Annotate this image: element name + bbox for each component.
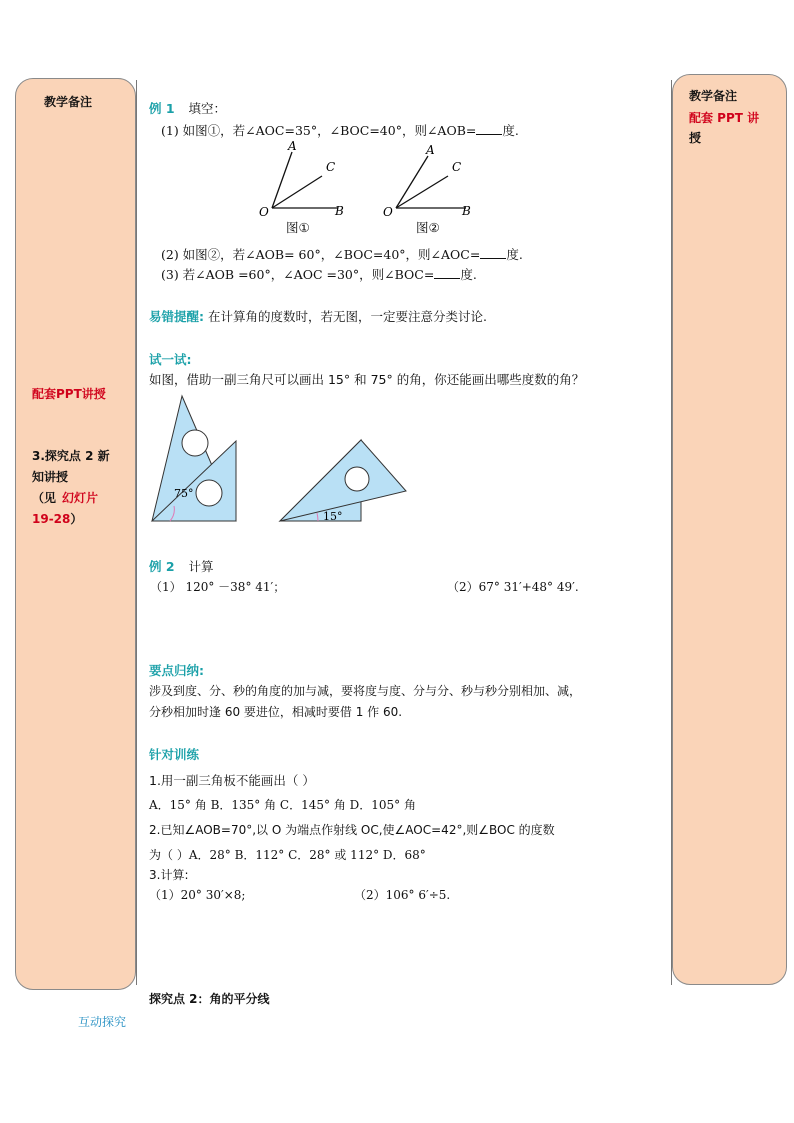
fig2-label-b: B [462, 204, 471, 218]
try-label: 试一试: [149, 352, 192, 367]
tip-text: 在计算角的度数时，若无图，一定要注意分类讨论. [207, 309, 487, 324]
practice-label: 针对训练 [149, 747, 200, 762]
angle-label-15: 15° [323, 510, 343, 523]
practice-q3-a: （1）20° 30′×8; [149, 888, 246, 902]
figure-1 [259, 139, 344, 219]
practice-q2-line2: 为（ ）A．28° B．112° C．28° 或 112° D．68° [149, 848, 426, 862]
set-square-pair-75 [152, 396, 236, 521]
right-panel-title: 教学备注 [689, 89, 738, 103]
example1-q1-text: (1) 如图①，若∠AOC=35°，∠BOC=40°，则∠AOB= [161, 123, 477, 138]
example1-q3 [161, 265, 477, 283]
example1-q2 [161, 245, 523, 263]
practice-q1: 1.用一副三角板不能画出（ ） [149, 773, 315, 788]
example2-heading [149, 557, 214, 575]
fig1-label-a: A [288, 139, 297, 153]
tip-label: 易错提醒: [149, 309, 204, 324]
summary-line2: 分秒相加时逢 60 要进位，相减时要借 1 作 60. [149, 705, 403, 719]
tip-line [149, 307, 487, 325]
practice-q1-options: A．15° 角 B．135° 角 C．145° 角 D．105° 角 [149, 798, 416, 812]
figure-2 [383, 143, 471, 219]
fig2-label-o: O [383, 205, 393, 219]
fig1-label-c: C [326, 160, 336, 174]
left-panel-section3-close: ） [70, 512, 83, 526]
fig1-label-b: B [335, 204, 344, 218]
example1-q2-text: (2) 如图②，若∠AOB= 60°，∠BOC=40°，则∠AOC= [161, 247, 481, 262]
fig2-ray-oc [396, 176, 448, 208]
angle-label-75: 75° [174, 487, 194, 500]
practice-q2-line1: 2.已知∠AOB=70°,以 O 为端点作射线 OC,使∠AOC=42°,则∠BOC 的度数 [149, 823, 555, 837]
set-square-hole [182, 430, 208, 456]
left-panel-ppt-note: 配套PPT讲授 [32, 387, 106, 401]
fig1-ray-oa [272, 152, 292, 208]
example2-label: 例 2 [149, 559, 175, 574]
try-text: 如图，借助一副三角尺可以画出 15° 和 75° 的角，你还能画出哪些度数的角？ [149, 372, 585, 387]
left-panel-section3-range: 19-28 [32, 512, 71, 526]
left-panel-section3-line1: 3.探究点 2 新 [32, 449, 110, 463]
example2-q1: （1） 120° －38° 41′； [150, 580, 286, 594]
set-square-pair-15 [280, 440, 406, 523]
figure-2-caption: 图② [416, 220, 440, 235]
answer-blank [480, 248, 506, 259]
example1-label: 例 1 [149, 101, 175, 116]
section-heading-angle-bisector: 探究点 2：角的平分线 [149, 992, 270, 1006]
fig1-label-o: O [259, 205, 269, 219]
practice-q3-b: （2）106° 6′÷5. [354, 888, 451, 902]
left-panel-section3-line2: 知讲授 [32, 470, 69, 484]
answer-blank [434, 268, 460, 279]
example1-q3-text: (3) 若∠AOB =60°，∠AOC =30°，则∠BOC= [161, 267, 435, 282]
example1-q3-unit: 度. [460, 267, 477, 282]
set-square-hole [196, 480, 222, 506]
fig2-label-a: A [426, 143, 435, 157]
left-panel-title: 教学备注 [44, 95, 93, 109]
fig2-ray-oa [396, 156, 428, 208]
right-panel-ppt-line2: 授 [689, 131, 702, 145]
left-panel-section3-pre: （见 [32, 491, 57, 505]
summary-line1: 涉及到度、分、秒的角度的加与减，要将度与度、分与分、秒与秒分别相加、减， [149, 684, 582, 698]
left-panel-section3-slides: 幻灯片 [62, 491, 99, 505]
example1-q1-unit: 度. [502, 123, 519, 138]
example2-q2: （2）67° 31′+48° 49′. [447, 580, 579, 594]
summary-label: 要点归纳: [149, 663, 204, 678]
interactive-explore-label: 互动探究 [78, 1015, 127, 1029]
fig1-ray-oc [272, 176, 322, 208]
set-square-hole [345, 467, 369, 491]
fig2-label-c: C [452, 160, 462, 174]
example2-instruction: 计算 [188, 559, 214, 574]
practice-q3-title: 3.计算: [149, 868, 189, 882]
right-panel-ppt-line1: 配套 PPT 讲 [689, 111, 760, 125]
example1-q2-unit: 度. [506, 247, 523, 262]
figure-1-caption: 图① [286, 220, 310, 235]
example1-instruction: 填空： [188, 101, 227, 116]
